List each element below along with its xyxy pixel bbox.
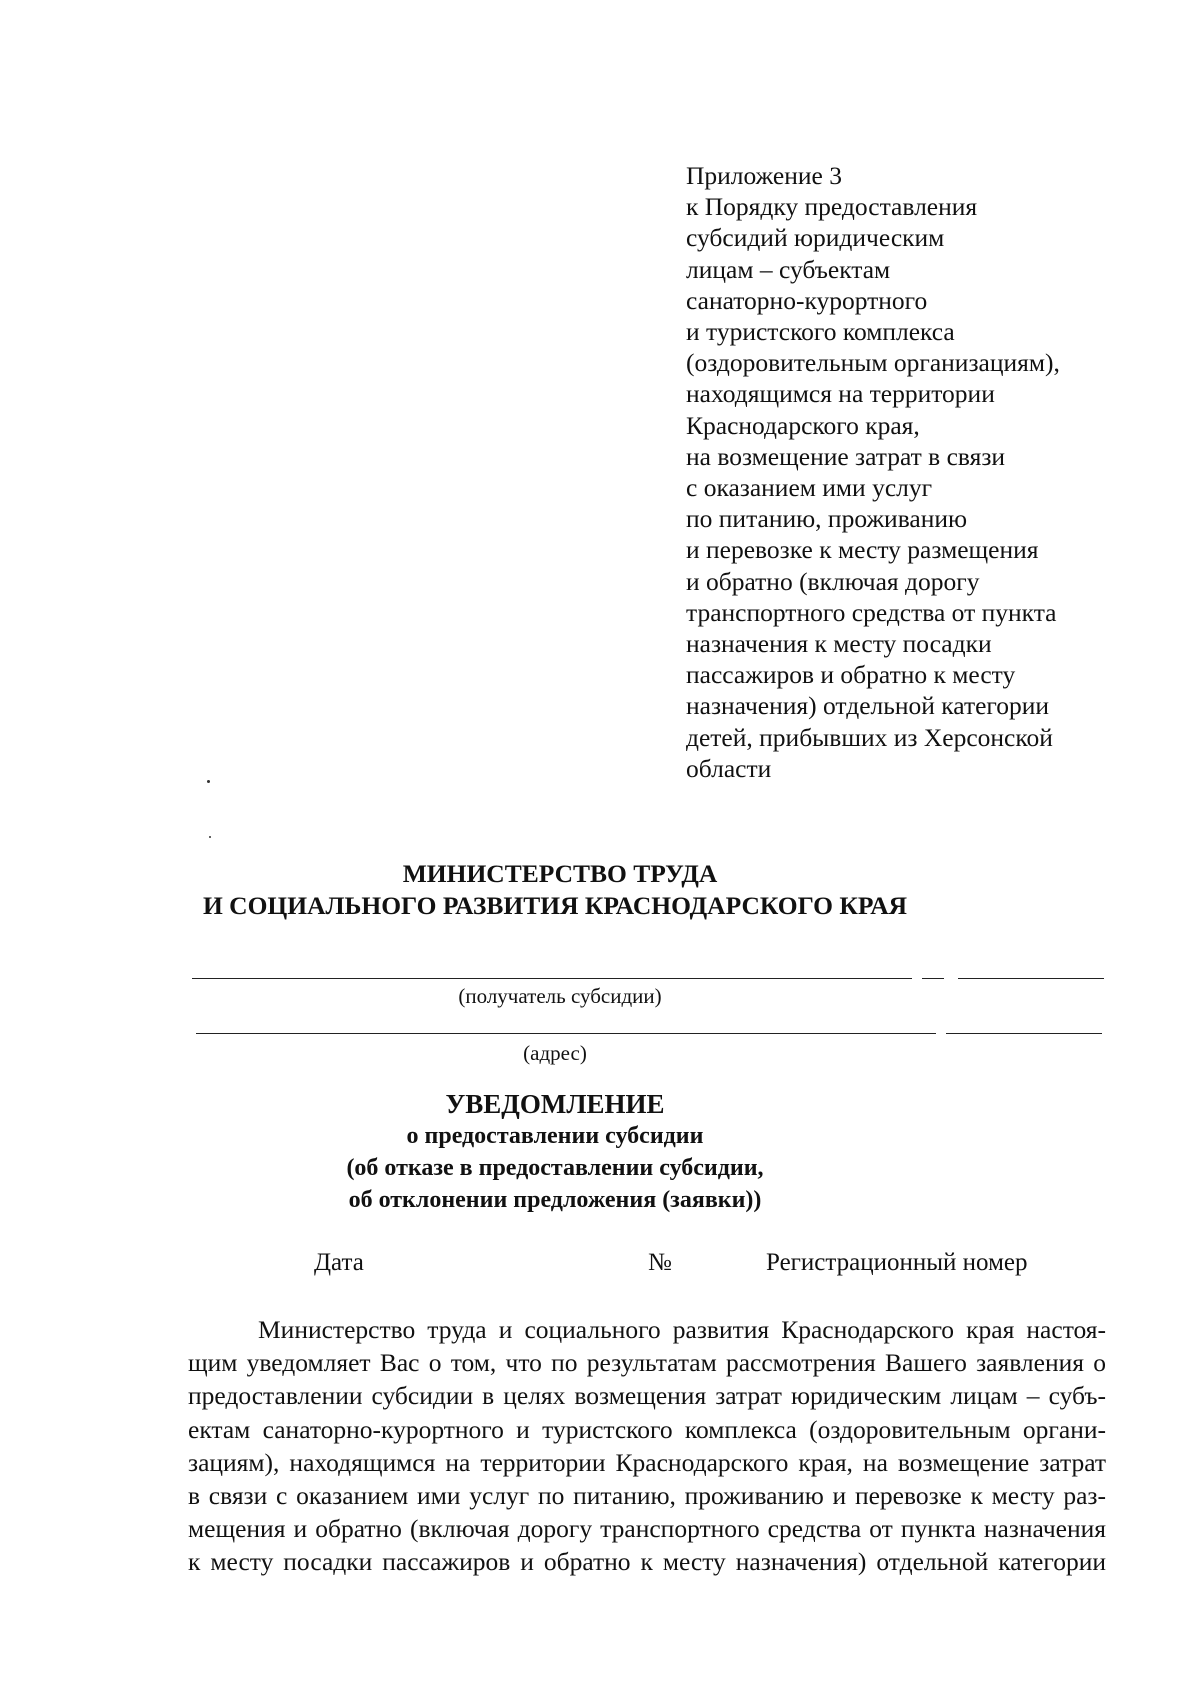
notice-subtitle-3: об отклонении предложения (заявки)) <box>348 1187 762 1213</box>
appendix-line: Краснодарского края, <box>686 410 920 440</box>
appendix-block <box>686 160 1126 784</box>
appendix-line: области <box>686 753 772 783</box>
address-underline-segment <box>946 1033 1102 1034</box>
scan-speck <box>209 836 211 838</box>
appendix-line: (оздоровительным организациям), <box>686 348 1060 378</box>
appendix-line: лицам – субъектам <box>686 254 891 284</box>
recipient-underline-segment <box>958 978 1104 979</box>
address-caption: (адрес) <box>523 1041 587 1065</box>
scan-speck <box>207 780 210 783</box>
appendix-line: по питанию, проживанию <box>686 504 968 534</box>
recipient-caption: (получатель субсидии) <box>458 984 662 1008</box>
date-label: Дата <box>314 1249 364 1276</box>
appendix-line: санаторно-курортного <box>686 285 928 315</box>
appendix-line: транспортного средства от пункта <box>686 597 1057 627</box>
ministry-title-line-1: МИНИСТЕРСТВО ТРУДА <box>402 859 718 888</box>
appendix-line: пассажиров и обратно к месту <box>686 660 1016 690</box>
body-line: к месту посадки пассажиров и обратно к месту назначения) отдельной категории <box>188 1547 1106 1577</box>
notice-subtitle-1: о предоставлении субсидии <box>406 1123 704 1149</box>
appendix-line: назначения) отдельной категории <box>686 691 1050 721</box>
notice-body <box>188 1313 1106 1579</box>
appendix-line: назначения к месту посадки <box>686 629 992 659</box>
address-underline <box>196 1033 936 1034</box>
ministry-title-line-2: И СОЦИАЛЬНОГО РАЗВИТИЯ КРАСНОДАРСКОГО КРАЯ <box>202 891 908 920</box>
notice-subtitle-2: (об отказе в предоставлении субсидии, <box>346 1155 764 1181</box>
registration-number-label: Регистрационный номер <box>766 1249 1028 1276</box>
appendix-line: субсидий юридическим <box>686 223 945 253</box>
notice-title: УВЕДОМЛЕНИЕ <box>445 1089 665 1119</box>
recipient-underline-segment <box>922 978 944 979</box>
appendix-line: находящимся на территории <box>686 379 995 409</box>
appendix-line: к Порядку предоставления <box>686 192 978 222</box>
body-line: Министерство труда и социального развития Краснодарского края настоя- <box>258 1315 1106 1344</box>
appendix-line: с оказанием ими услуг <box>686 473 933 503</box>
body-line: мещения и обратно (включая дорогу транспортного средства от пункта назначения <box>188 1514 1106 1544</box>
body-line: предоставлении субсидии в целях возмещения затрат юридическим лицам – субъ- <box>188 1381 1106 1411</box>
appendix-line: и перевозке к месту размещения <box>686 535 1039 565</box>
recipient-underline <box>192 978 912 979</box>
body-line: в связи с оказанием ими услуг по питанию, проживанию и перевозке к месту раз- <box>188 1481 1106 1511</box>
body-line: щим уведомляет Вас о том, что по результатам рассмотрения Вашего заявления о <box>188 1348 1106 1378</box>
appendix-line: и туристского комплекса <box>686 317 955 347</box>
appendix-line: на возмещение затрат в связи <box>686 441 1006 471</box>
appendix-line: и обратно (включая дорогу <box>686 566 980 596</box>
body-line: ектам санаторно-курортного и туристского комплекса (оздоровительным органи- <box>188 1414 1106 1444</box>
body-line: зациям), находящимся на территории Краснодарского края, на возмещение затрат <box>188 1447 1106 1477</box>
appendix-line: Приложение 3 <box>686 161 842 190</box>
appendix-line: детей, прибывших из Херсонской <box>686 722 1053 752</box>
number-sign: № <box>648 1249 672 1276</box>
